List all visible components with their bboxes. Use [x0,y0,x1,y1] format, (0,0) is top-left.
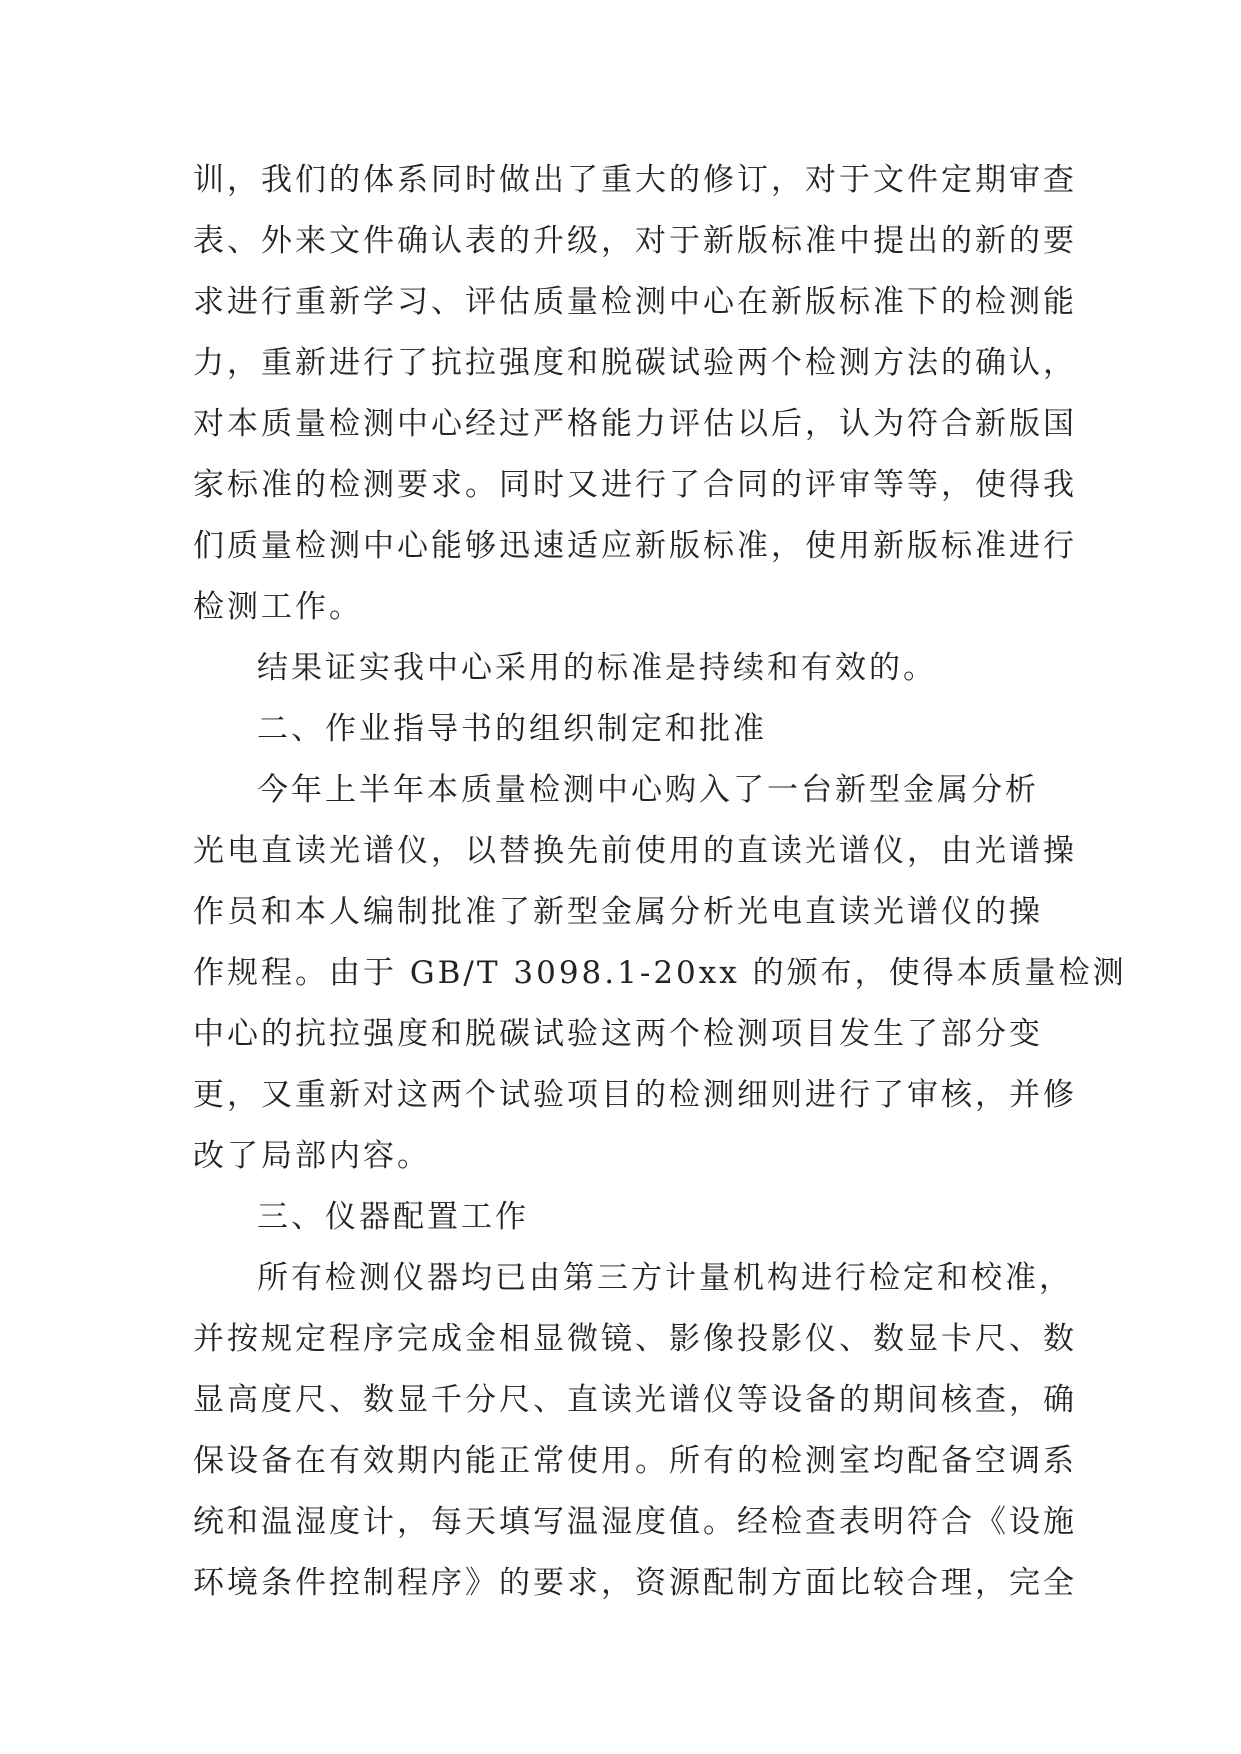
section-heading: 二、作业指导书的组织制定和批准 [257,711,767,747]
text-line: 表、外来文件确认表的升级，对于新版标准中提出的新的要 [193,223,1077,259]
text-line: 训，我们的体系同时做出了重大的修订，对于文件定期审查 [193,162,1077,198]
text-line: 所有检测仪器均已由第三方计量机构进行检定和校准， [257,1260,1073,1296]
text-line: 更，又重新对这两个试验项目的检测细则进行了审核，并修 [193,1077,1077,1113]
text-line: 保设备在有效期内能正常使用。所有的检测室均配备空调系 [193,1443,1077,1479]
conclusion-line: 结果证实我中心采用的标准是持续和有效的。 [257,650,937,686]
text-line: 对本质量检测中心经过严格能力评估以后，认为符合新版国 [193,406,1077,442]
text-line: 们质量检测中心能够迅速适应新版标准，使用新版标准进行 [193,528,1077,564]
text-line: 显高度尺、数显千分尺、直读光谱仪等设备的期间核查，确 [193,1382,1077,1418]
text-line: 作规程。由于 GB/T 3098.1-20xx 的颁布，使得本质量检测 [193,955,1127,991]
text-line: 作员和本人编制批准了新型金属分析光电直读光谱仪的操 [193,894,1043,930]
text-line: 统和温湿度计，每天填写温湿度值。经检查表明符合《设施 [193,1504,1077,1540]
document-body [193,150,1127,1614]
text-line: 光电直读光谱仪，以替换先前使用的直读光谱仪，由光谱操 [193,833,1077,869]
section-heading: 三、仪器配置工作 [257,1199,529,1235]
text-line: 力，重新进行了抗拉强度和脱碳试验两个检测方法的确认， [193,345,1077,381]
text-line: 今年上半年本质量检测中心购入了一台新型金属分析 [257,772,1039,808]
text-line: 中心的抗拉强度和脱碳试验这两个检测项目发生了部分变 [193,1016,1043,1052]
text-line: 检测工作。 [193,589,363,625]
text-line: 改了局部内容。 [193,1138,431,1174]
text-line: 求进行重新学习、评估质量检测中心在新版标准下的检测能 [193,284,1077,320]
text-line: 家标准的检测要求。同时又进行了合同的评审等等，使得我 [193,467,1077,503]
text-line: 环境条件控制程序》的要求，资源配制方面比较合理，完全 [193,1565,1077,1601]
text-line: 并按规定程序完成金相显微镜、影像投影仪、数显卡尺、数 [193,1321,1077,1357]
